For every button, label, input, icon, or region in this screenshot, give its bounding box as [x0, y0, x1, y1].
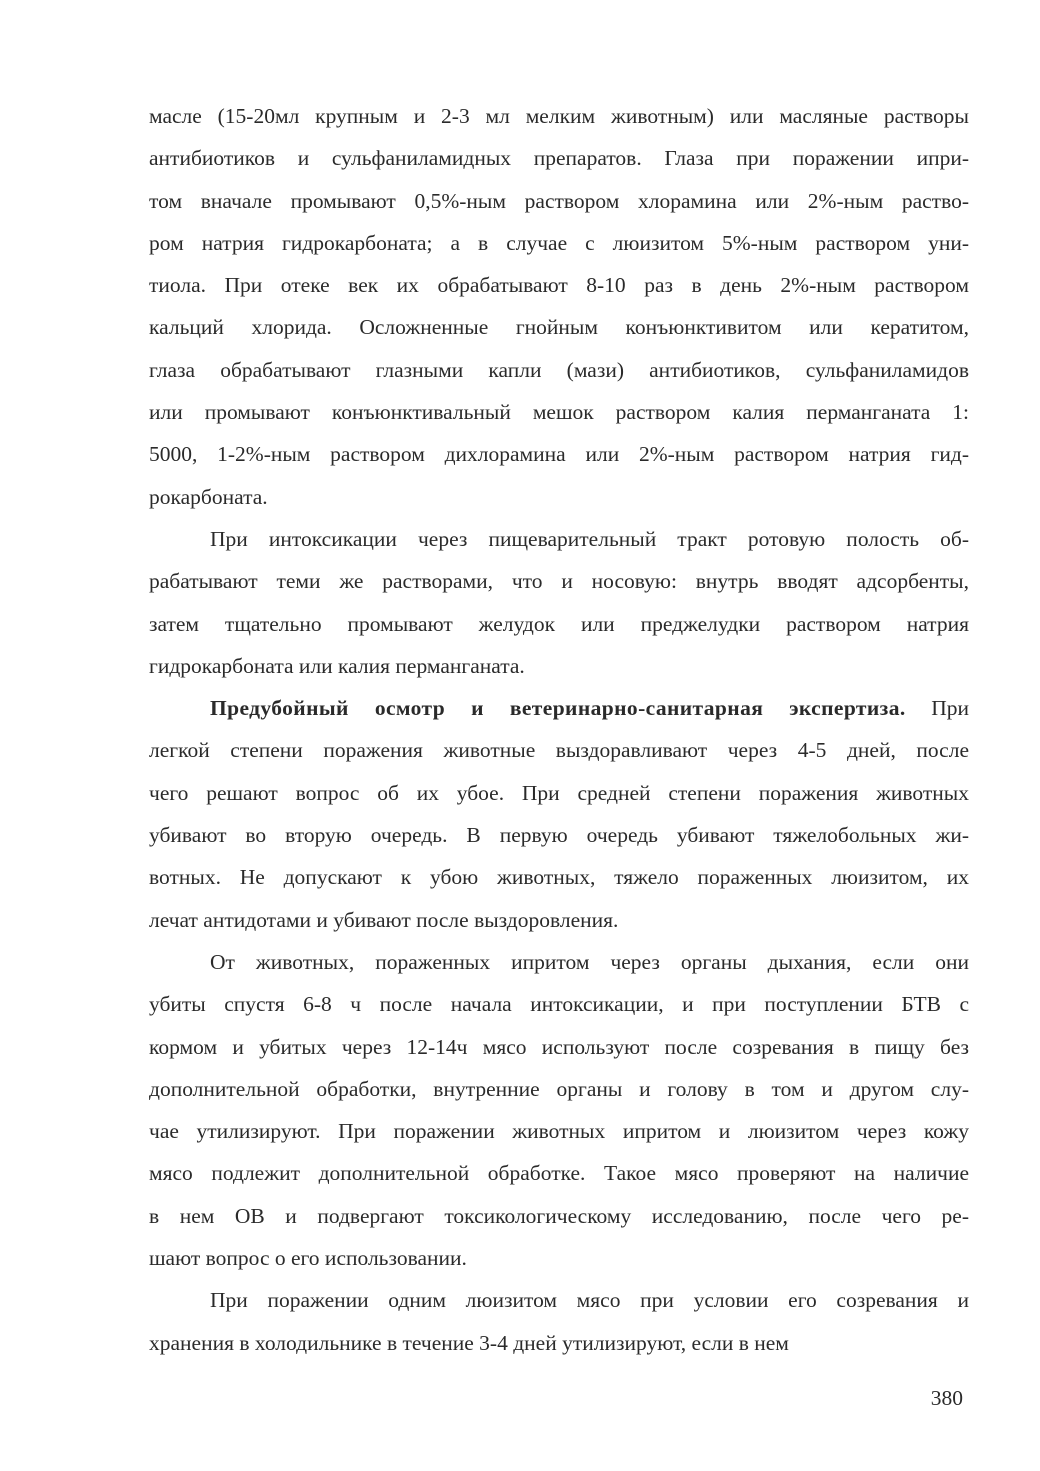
text-line: При интоксикации через пищеварительный тракт ротовую полость об-	[210, 526, 969, 551]
text-line: тиола. При отеке век их обрабатывают 8-10 раз в день 2%-ным раствором	[149, 273, 969, 298]
text-line: убивают во вторую очередь. В первую очередь убивают тяжелобольных жи-	[149, 823, 969, 848]
text-line: убиты спустя 6-8 ч после начала интоксикации, и при поступлении БТВ с	[149, 992, 969, 1017]
text-line: вотных. Не допускают к убою животных, тяжело пораженных люизитом, их	[149, 865, 969, 890]
text-line: мясо подлежит дополнительной обработке. Такое мясо проверяют на наличие	[149, 1161, 969, 1186]
text-line: антибиотиков и сульфаниламидных препаратов. Глаза при поражении ипри-	[149, 146, 969, 171]
text-line: 5000, 1-2%-ным раствором дихлорамина или 2%-ным раствором натрия гид-	[149, 442, 969, 467]
page-number: 380	[930, 1386, 963, 1410]
text-line: или промывают конъюнктивальный мешок раствором калия перманганата 1:	[149, 400, 969, 425]
section-heading: Предубойный осмотр и ветеринарно-санитарная экспертиза.	[210, 696, 906, 721]
text-line: масле (15-20мл крупным и 2-3 мл мелким животным) или масляные растворы	[149, 104, 969, 128]
text-line: гидрокарбоната или калия перманганата.	[149, 653, 525, 678]
text-line: кормом и убитых через 12-14ч мясо используют после созревания в пищу без	[149, 1034, 969, 1059]
text-line: затем тщательно промывают желудок или преджелудки раствором натрия	[149, 611, 969, 636]
section-heading-line	[149, 687, 969, 729]
text-line: дополнительной обработки, внутренние органы и голову в том и другом слу-	[149, 1076, 969, 1101]
text-line: ром натрия гидрокарбоната; а в случае с люизитом 5%-ным раствором уни-	[149, 230, 969, 255]
body-text	[149, 95, 969, 1364]
text-line: том вначале промывают 0,5%-ным раствором хлорамина или 2%-ным раство-	[149, 188, 969, 213]
heading-continuation: При	[905, 696, 969, 721]
text-line: в нем ОВ и подвергают токсикологическому исследованию, после чего ре-	[149, 1203, 969, 1228]
text-line: чего решают вопрос об их убое. При средней степени поражения животных	[149, 780, 969, 805]
text-line: легкой степени поражения животные выздоравливают через 4-5 дней, после	[149, 738, 969, 763]
text-line: чае утилизируют. При поражении животных ипритом и люизитом через кожу	[149, 1119, 969, 1144]
text-line: От животных, пораженных ипритом через органы дыхания, если они	[210, 949, 969, 974]
text-line: кальций хлорида. Осложненные гнойным конъюнктивитом или кератитом,	[149, 315, 969, 340]
text-line: хранения в холодильнике в течение 3-4 дней утилизируют, если в нем	[149, 1330, 789, 1355]
text-line: рабатывают теми же растворами, что и носовую: внутрь вводят адсорбенты,	[149, 569, 969, 594]
text-line: шают вопрос о его использовании.	[149, 1246, 467, 1271]
text-line: рокарбоната.	[149, 484, 268, 509]
text-line: глаза обрабатывают глазными капли (мази) антибиотиков, сульфаниламидов	[149, 357, 969, 382]
text-line: лечат антидотами и убивают после выздоровления.	[149, 907, 619, 932]
text-line: При поражении одним люизитом мясо при условии его созревания и	[210, 1288, 969, 1313]
